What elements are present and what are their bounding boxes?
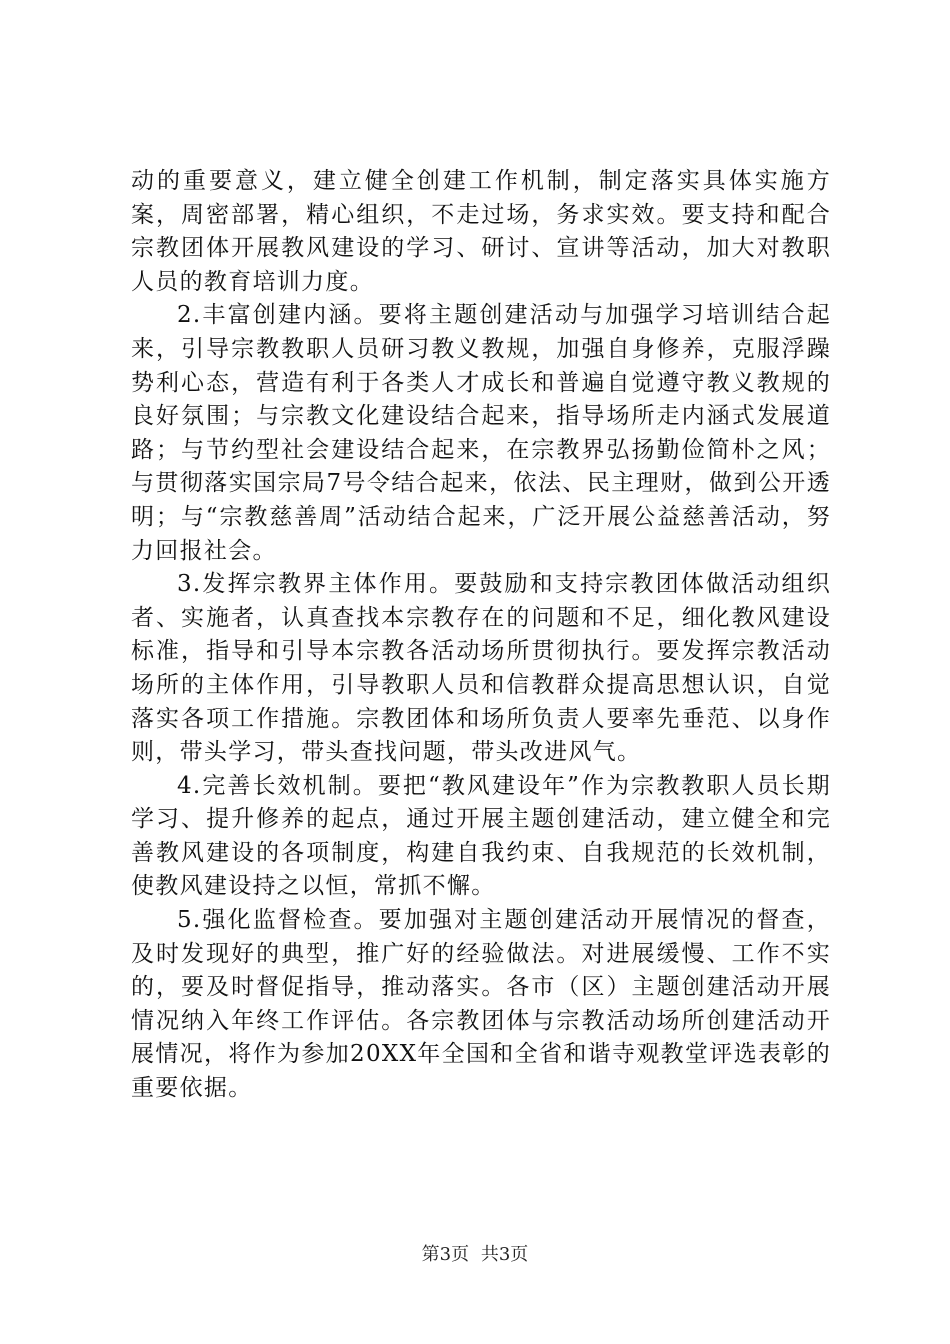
paragraph-continuation: 动的重要意义，建立健全创建工作机制，制定落实具体实施方案，周密部署，精心组织，不走过场，务求实效。要支持和配合宗教团体开展教风建设的学习、研讨、宣讲等活动，加大对教职人员的教育培训力度。 [131, 168, 831, 295]
paragraph-item-3: 3.发挥宗教界主体作用。要鼓励和支持宗教团体做活动组织者、实施者，认真查找本宗教存在的问题和不足，细化教风建设标准，指导和引导本宗教各活动场所贯彻执行。要发挥宗教活动场所的主体作用，引导教职人员和信教群众提高思想认识，自觉落实各项工作措施。宗教团体和场所负责人要率先垂范、以身作则，带头学习，带头查找问题，带头改进风气。 [131, 571, 831, 766]
document-body [131, 165, 831, 1106]
paragraph-item-5: 5.强化监督检查。要加强对主题创建活动开展情况的督查，及时发现好的典型，推广好的经验做法。对进展缓慢、工作不实的，要及时督促指导，推动落实。各市（区）主题创建活动开展情况纳入年终工作评估。各宗教团体与宗教活动场所创建活动开展情况，将作为参加20XX年全国和全省和谐寺观教堂评选表彰的重要依据。 [131, 907, 831, 1102]
page-number: 第3页 [421, 1244, 470, 1265]
page-total: 共3页 [480, 1244, 529, 1265]
paragraph-item-4: 4.完善长效机制。要把“教风建设年”作为宗教教职人员长期学习、提升修养的起点，通过开展主题创建活动，建立健全和完善教风建设的各项制度，构建自我约束、自我规范的长效机制，使教风建设持之以恒，常抓不懈。 [131, 772, 831, 900]
paragraph-item-2: 2.丰富创建内涵。要将主题创建活动与加强学习培训结合起来，引导宗教教职人员研习教义教规，加强自身修养，克服浮躁势利心态，营造有利于各类人才成长和普遍自觉遵守教义教规的良好氛围；与宗教文化建设结合起来，指导场所走内涵式发展道路；与节约型社会建设结合起来，在宗教界弘扬勤俭简朴之风；与贯彻落实国宗局7号令结合起来，依法、民主理财，做到公开透明；与“宗教慈善周”活动结合起来，广泛开展公益慈善活动，努力回报社会。 [131, 302, 831, 564]
page-footer [0, 1244, 950, 1266]
